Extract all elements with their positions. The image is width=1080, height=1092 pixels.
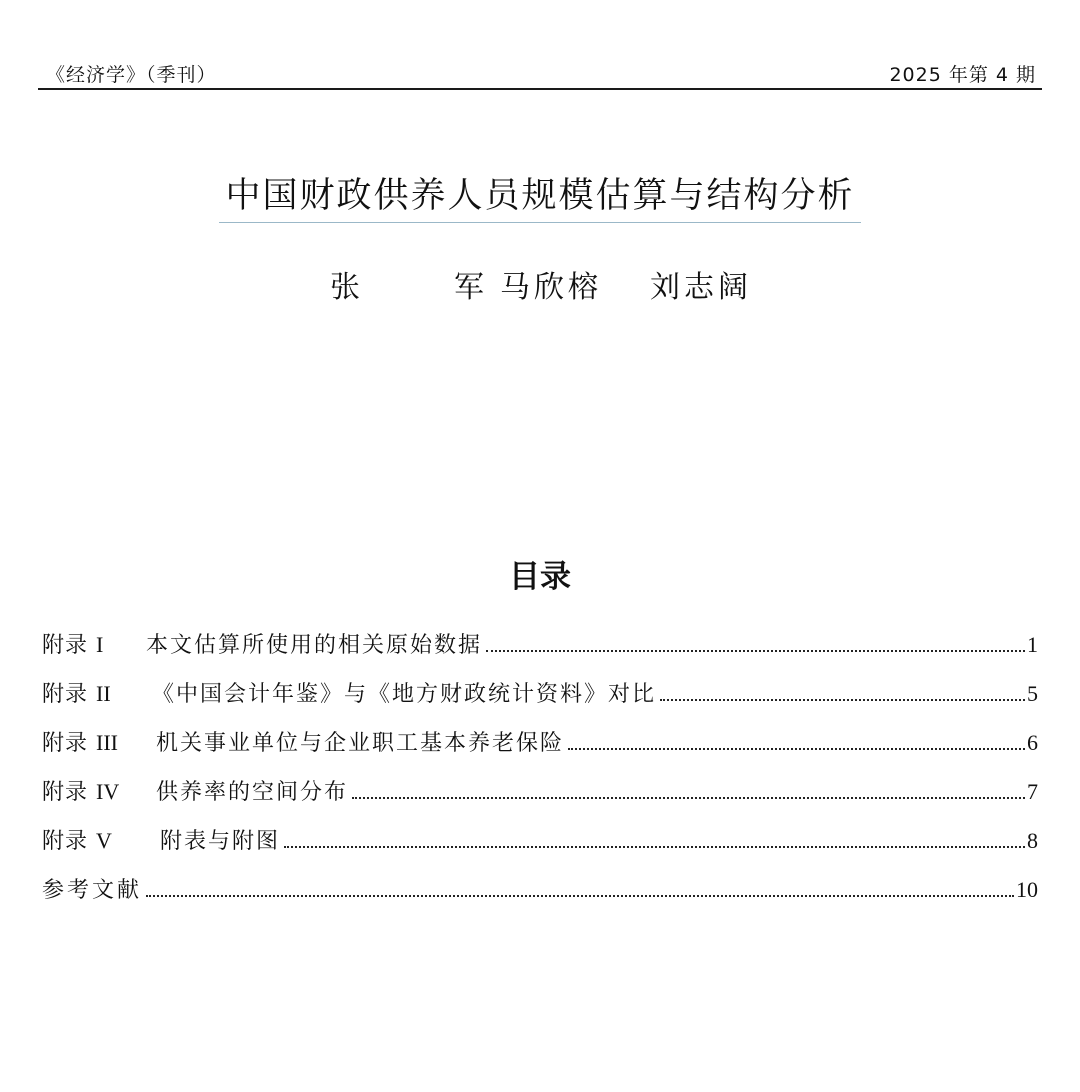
- toc-leader-dots: [284, 845, 1025, 848]
- toc-entry-page: 8: [1027, 828, 1038, 853]
- toc-entry-page: 6: [1027, 730, 1038, 755]
- author-name: 马欣榕: [500, 270, 602, 305]
- toc-entry-number: III: [96, 730, 118, 755]
- toc-entry-label: [42, 628, 146, 659]
- toc-entry-title: 供养率的空间分布: [156, 780, 349, 805]
- toc-entry-prefix: 附录: [42, 780, 89, 805]
- toc-entry-page: 5: [1027, 681, 1038, 706]
- table-of-contents: [42, 628, 1038, 922]
- toc-entry-page: 7: [1027, 779, 1038, 804]
- author-list: [0, 262, 1080, 305]
- toc-entry-title: 附表与附图: [160, 829, 281, 854]
- toc-leader-dots: [352, 796, 1025, 799]
- title-block: [0, 168, 1080, 223]
- toc-entry-label: [42, 824, 160, 855]
- toc-entry[interactable]: [42, 677, 1038, 726]
- paper-title: 中国财政供养人员规模估算与结构分析: [219, 168, 860, 223]
- author-name: 刘志阔: [650, 270, 752, 305]
- toc-leader-dots: [660, 698, 1025, 701]
- journal-name: 《经济学》（季刊）: [46, 64, 217, 86]
- toc-entry[interactable]: [42, 726, 1038, 775]
- toc-entry-title: 机关事业单位与企业职工基本养老保险: [156, 731, 565, 756]
- toc-entry-label: [42, 677, 152, 708]
- toc-leader-dots: [486, 649, 1025, 652]
- toc-entry-prefix: 附录: [42, 829, 89, 854]
- toc-entry-label: [42, 873, 142, 904]
- toc-entry[interactable]: [42, 824, 1038, 873]
- toc-entry-number: I: [96, 632, 104, 657]
- toc-entry-label: [42, 775, 156, 806]
- toc-entry-prefix: 附录: [42, 731, 89, 756]
- toc-entry-number: V: [96, 828, 112, 853]
- toc-entry-prefix: 附录: [42, 633, 89, 658]
- toc-entry-label: [42, 726, 156, 757]
- toc-entry-page: 1: [1027, 632, 1038, 657]
- toc-entry-page: 10: [1016, 877, 1038, 902]
- toc-entry[interactable]: [42, 873, 1038, 922]
- toc-entry-number: II: [96, 681, 111, 706]
- running-header: [38, 58, 1042, 90]
- toc-entry-number: IV: [96, 779, 120, 804]
- toc-entry[interactable]: [42, 628, 1038, 677]
- toc-leader-dots: [146, 894, 1014, 897]
- toc-entry-title: 《中国会计年鉴》与《地方财政统计资料》对比: [152, 682, 657, 707]
- issue-number: 2025 年第 4 期: [889, 64, 1036, 86]
- toc-entry-prefix: 参考文献: [42, 878, 143, 903]
- toc-leader-dots: [568, 747, 1025, 750]
- toc-entry-title: 本文估算所使用的相关原始数据: [146, 633, 483, 658]
- toc-entry-prefix: 附录: [42, 682, 89, 707]
- toc-heading: 目录: [509, 559, 571, 595]
- author-name: 张 军: [330, 270, 516, 305]
- toc-entry[interactable]: [42, 775, 1038, 824]
